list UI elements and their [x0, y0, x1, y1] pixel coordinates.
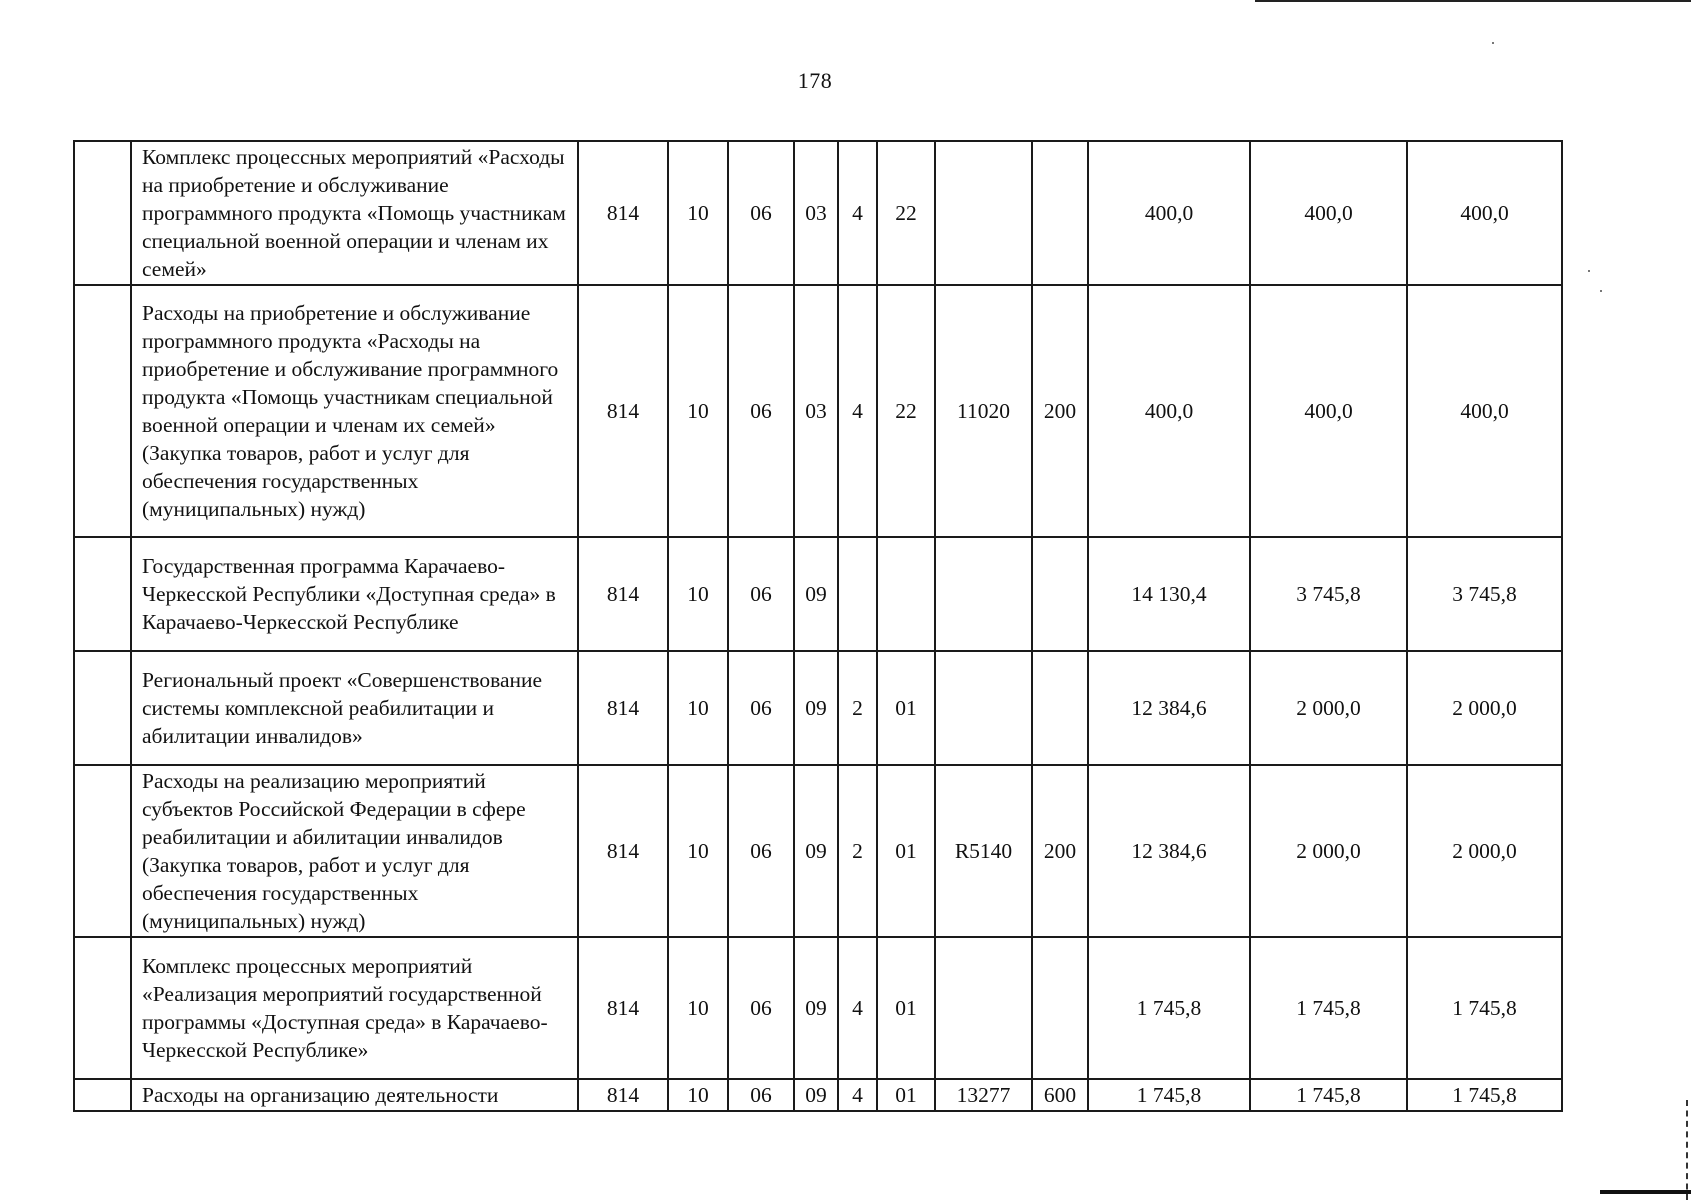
- subprogram-code-cell: 22: [877, 285, 935, 537]
- section-cell: 10: [668, 765, 728, 937]
- amount-year1-cell: 14 130,4: [1088, 537, 1250, 651]
- table-row: [74, 1079, 1562, 1111]
- section-cell: 10: [668, 937, 728, 1079]
- scan-border-top: [1255, 0, 1691, 2]
- structure-code-cell: 2: [838, 765, 877, 937]
- table-row: [74, 537, 1562, 651]
- section-cell: 10: [668, 141, 728, 285]
- amount-year1-cell: 1 745,8: [1088, 1079, 1250, 1111]
- program-code-cell: 09: [794, 765, 838, 937]
- table-row: [74, 141, 1562, 285]
- item-name-cell: Комплекс процессных мероприятий «Расходы на приобретение и обслуживание программного продукта «Помощь участникам специальной военной операции и членам их семей»: [131, 141, 578, 285]
- grbs-cell: 814: [578, 937, 668, 1079]
- budget-table: [73, 140, 1563, 1112]
- table-row: [74, 651, 1562, 765]
- subprogram-code-cell: [877, 537, 935, 651]
- scan-speck: [1492, 42, 1494, 44]
- direction-code-cell: 13277: [935, 1079, 1032, 1111]
- item-name-cell: Комплекс процессных мероприятий «Реализация мероприятий государственной программы «Доступная среда» в Карачаево-Черкесской Республике»: [131, 937, 578, 1079]
- row-number-cell: [74, 651, 131, 765]
- amount-year2-cell: 1 745,8: [1250, 1079, 1407, 1111]
- row-number-cell: [74, 937, 131, 1079]
- program-code-cell: 09: [794, 1079, 838, 1111]
- expense-type-cell: [1032, 141, 1088, 285]
- direction-code-cell: [935, 651, 1032, 765]
- program-code-cell: 03: [794, 285, 838, 537]
- row-number-cell: [74, 1079, 131, 1111]
- expense-type-cell: [1032, 937, 1088, 1079]
- amount-year1-cell: 12 384,6: [1088, 765, 1250, 937]
- item-name-cell: Региональный проект «Совершенствование системы комплексной реабилитации и абилитации инвалидов»: [131, 651, 578, 765]
- expense-type-cell: [1032, 537, 1088, 651]
- scan-speck: [1588, 270, 1590, 272]
- row-number-cell: [74, 537, 131, 651]
- amount-year2-cell: 3 745,8: [1250, 537, 1407, 651]
- item-name-cell: Государственная программа Карачаево-Черкесской Республики «Доступная среда» в Карачаево-Черкесской Республике: [131, 537, 578, 651]
- program-code-cell: 09: [794, 651, 838, 765]
- structure-code-cell: 2: [838, 651, 877, 765]
- grbs-cell: 814: [578, 285, 668, 537]
- subsection-cell: 06: [728, 1079, 794, 1111]
- section-cell: 10: [668, 1079, 728, 1111]
- item-name-cell: Расходы на приобретение и обслуживание программного продукта «Расходы на приобретение и обслуживание программного продукта «Помощь участникам специальной военной операции и членам их семей» (Закупка товаров, работ и услуг для обеспечения государственных (муниципальных) нужд): [131, 285, 578, 537]
- scan-speck: [1600, 290, 1602, 292]
- structure-code-cell: 4: [838, 1079, 877, 1111]
- grbs-cell: 814: [578, 765, 668, 937]
- subsection-cell: 06: [728, 651, 794, 765]
- subprogram-code-cell: 01: [877, 1079, 935, 1111]
- subsection-cell: 06: [728, 765, 794, 937]
- program-code-cell: 09: [794, 937, 838, 1079]
- grbs-cell: 814: [578, 1079, 668, 1111]
- subsection-cell: 06: [728, 141, 794, 285]
- section-cell: 10: [668, 537, 728, 651]
- scan-edge-right: [1686, 1100, 1691, 1200]
- direction-code-cell: 11020: [935, 285, 1032, 537]
- amount-year1-cell: 400,0: [1088, 141, 1250, 285]
- structure-code-cell: 4: [838, 141, 877, 285]
- direction-code-cell: [935, 537, 1032, 651]
- subprogram-code-cell: 01: [877, 765, 935, 937]
- direction-code-cell: [935, 937, 1032, 1079]
- row-number-cell: [74, 141, 131, 285]
- row-number-cell: [74, 285, 131, 537]
- table-row: [74, 937, 1562, 1079]
- amount-year3-cell: 400,0: [1407, 141, 1562, 285]
- scan-border-bottom: [1600, 1190, 1691, 1194]
- structure-code-cell: [838, 537, 877, 651]
- row-number-cell: [74, 765, 131, 937]
- grbs-cell: 814: [578, 537, 668, 651]
- amount-year2-cell: 400,0: [1250, 285, 1407, 537]
- grbs-cell: 814: [578, 651, 668, 765]
- subprogram-code-cell: 22: [877, 141, 935, 285]
- subsection-cell: 06: [728, 537, 794, 651]
- expense-type-cell: 600: [1032, 1079, 1088, 1111]
- amount-year3-cell: 400,0: [1407, 285, 1562, 537]
- section-cell: 10: [668, 651, 728, 765]
- structure-code-cell: 4: [838, 937, 877, 1079]
- program-code-cell: 03: [794, 141, 838, 285]
- amount-year3-cell: 1 745,8: [1407, 1079, 1562, 1111]
- amount-year2-cell: 2 000,0: [1250, 651, 1407, 765]
- page-number: 178: [797, 68, 833, 93]
- amount-year2-cell: 400,0: [1250, 141, 1407, 285]
- amount-year3-cell: 3 745,8: [1407, 537, 1562, 651]
- subsection-cell: 06: [728, 285, 794, 537]
- item-name-cell: Расходы на организацию деятельности: [131, 1079, 578, 1111]
- program-code-cell: 09: [794, 537, 838, 651]
- subprogram-code-cell: 01: [877, 937, 935, 1079]
- subprogram-code-cell: 01: [877, 651, 935, 765]
- expense-type-cell: [1032, 651, 1088, 765]
- item-name-cell: Расходы на реализацию мероприятий субъектов Российской Федерации в сфере реабилитации и абилитации инвалидов (Закупка товаров, работ и услуг для обеспечения государственных (муниципальных) нужд): [131, 765, 578, 937]
- amount-year1-cell: 1 745,8: [1088, 937, 1250, 1079]
- amount-year3-cell: 1 745,8: [1407, 937, 1562, 1079]
- structure-code-cell: 4: [838, 285, 877, 537]
- amount-year1-cell: 400,0: [1088, 285, 1250, 537]
- direction-code-cell: R5140: [935, 765, 1032, 937]
- amount-year3-cell: 2 000,0: [1407, 765, 1562, 937]
- direction-code-cell: [935, 141, 1032, 285]
- grbs-cell: 814: [578, 141, 668, 285]
- section-cell: 10: [668, 285, 728, 537]
- amount-year2-cell: 2 000,0: [1250, 765, 1407, 937]
- amount-year1-cell: 12 384,6: [1088, 651, 1250, 765]
- expense-type-cell: 200: [1032, 285, 1088, 537]
- amount-year3-cell: 2 000,0: [1407, 651, 1562, 765]
- table-row: [74, 285, 1562, 537]
- subsection-cell: 06: [728, 937, 794, 1079]
- amount-year2-cell: 1 745,8: [1250, 937, 1407, 1079]
- table-row: [74, 765, 1562, 937]
- expense-type-cell: 200: [1032, 765, 1088, 937]
